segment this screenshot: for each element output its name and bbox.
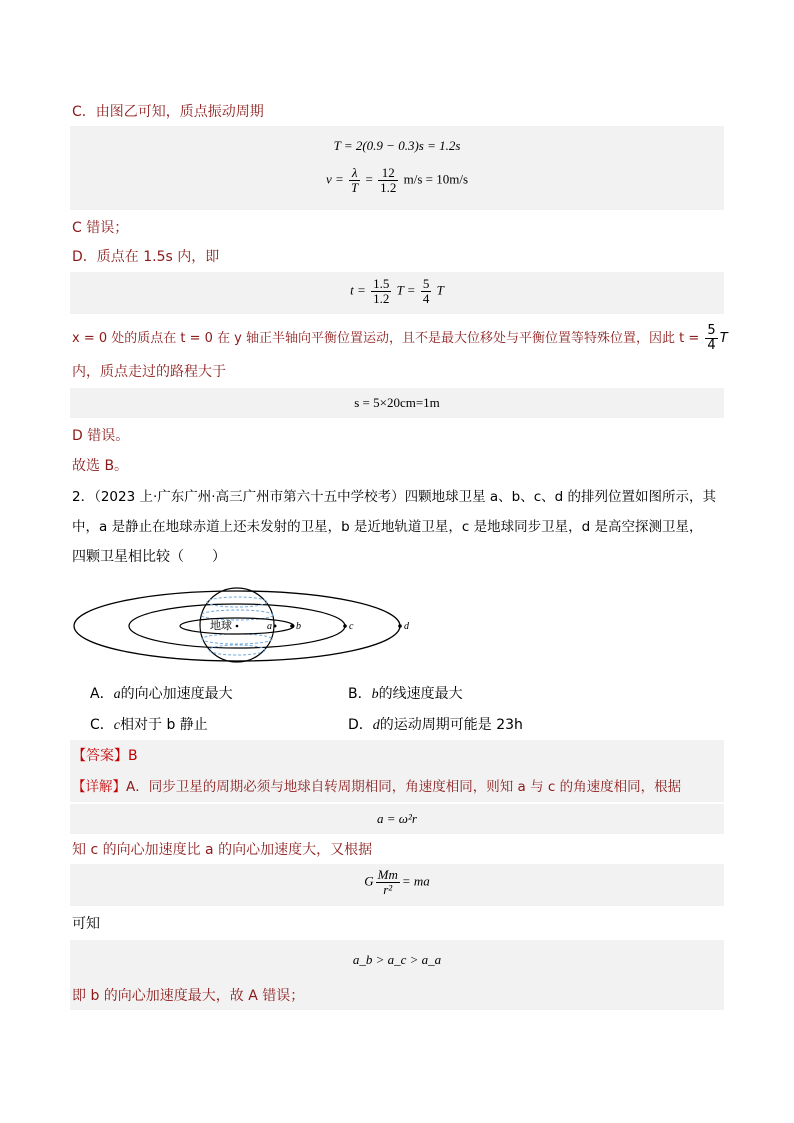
kezhi: 可知 [72, 916, 100, 932]
d-intro: D．质点在 1.5s 内，即 [72, 249, 220, 265]
choose-b: 故选 B。 [72, 458, 129, 474]
equation-velocity: v = $\frac{\lambda}{T}$ = $\frac{12}{1.2}$ m/s = 10m/s [325, 165, 469, 195]
equation-distance: s = 5×20cm=1m [354, 395, 440, 410]
c-intro: C．由图乙可知，质点振动周期 [72, 104, 264, 120]
satellite-d [398, 624, 402, 628]
option-c: C．c相对于 b 静止 [90, 717, 208, 733]
label-b: b [296, 621, 301, 632]
latitude-lower [202, 634, 272, 644]
equation-order: a_b > a_c > a_a [352, 952, 442, 967]
option-b: B．b的线速度最大 [348, 686, 463, 702]
satellite-orbit-diagram [70, 585, 420, 670]
label-d: d [404, 621, 409, 632]
label-c: c [349, 621, 354, 632]
x0-explanation: x = 0 处的质点在 t = 0 在 y 轴正半轴向平衡位置运动，且不是最大位移处与平衡位置等特殊位置，因此 t = $\frac{5}{4}$ T [72, 323, 728, 353]
satellite-c [343, 624, 347, 628]
know-c: 知 c 的向心加速度比 a 的向心加速度大，又根据 [72, 842, 373, 858]
latitude-top [207, 597, 267, 607]
equation-block-centripetal [70, 804, 724, 834]
q2-line3: 四颗卫星相比较（ ） [72, 549, 226, 565]
detail-a: 【详解】A．同步卫星的周期必须与地球自转周期相同，角速度相同，则知 a 与 c 的角速度相同，根据 [72, 779, 682, 795]
equation-block-distance [70, 388, 724, 418]
label-a: a [267, 621, 272, 632]
equation-centripetal: a = ω²r [377, 811, 417, 826]
equation-block-gravity [70, 864, 724, 906]
d-wrong: D 错误。 [72, 428, 130, 444]
earth-label: 地球 [210, 620, 232, 632]
satellite-a [274, 625, 277, 628]
equation-period: T = 2(0.9 − 0.3)s = 1.2s [333, 138, 461, 153]
c-wrong: C 错误； [72, 220, 129, 236]
equation-time: t = $\frac{1.5}{1.2}$ T = $\frac{5}{4}$ T [350, 276, 444, 306]
answer-line: 【答案】B [72, 748, 138, 764]
within-text: 内，质点走过的路程大于 [72, 364, 226, 380]
earth-center [236, 625, 239, 628]
option-d: D．d的运动周期可能是 23h [348, 717, 523, 733]
q2-line1: 2．（2023 上·广东广州·高三广州市第六十五中学校考）四颗地球卫星 a、b、c、d 的排列位置如图所示，其 [72, 489, 716, 505]
final-line: 即 b 的向心加速度最大，故 A 错误； [72, 988, 305, 1004]
option-a: A．a的向心加速度最大 [90, 686, 233, 702]
equation-gravity: G $\frac{Mm}{\text{r²}}$ = ma [364, 867, 430, 897]
satellite-b [290, 624, 294, 628]
equation-block-time [70, 272, 724, 314]
equation-block-period [70, 126, 724, 210]
q2-line2: 中，a 是静止在地球赤道上还未发射的卫星，b 是近地轨道卫星，c 是地球同步卫星，d 是高空探测卫星， [72, 519, 703, 535]
latitude-bottom [209, 645, 265, 655]
